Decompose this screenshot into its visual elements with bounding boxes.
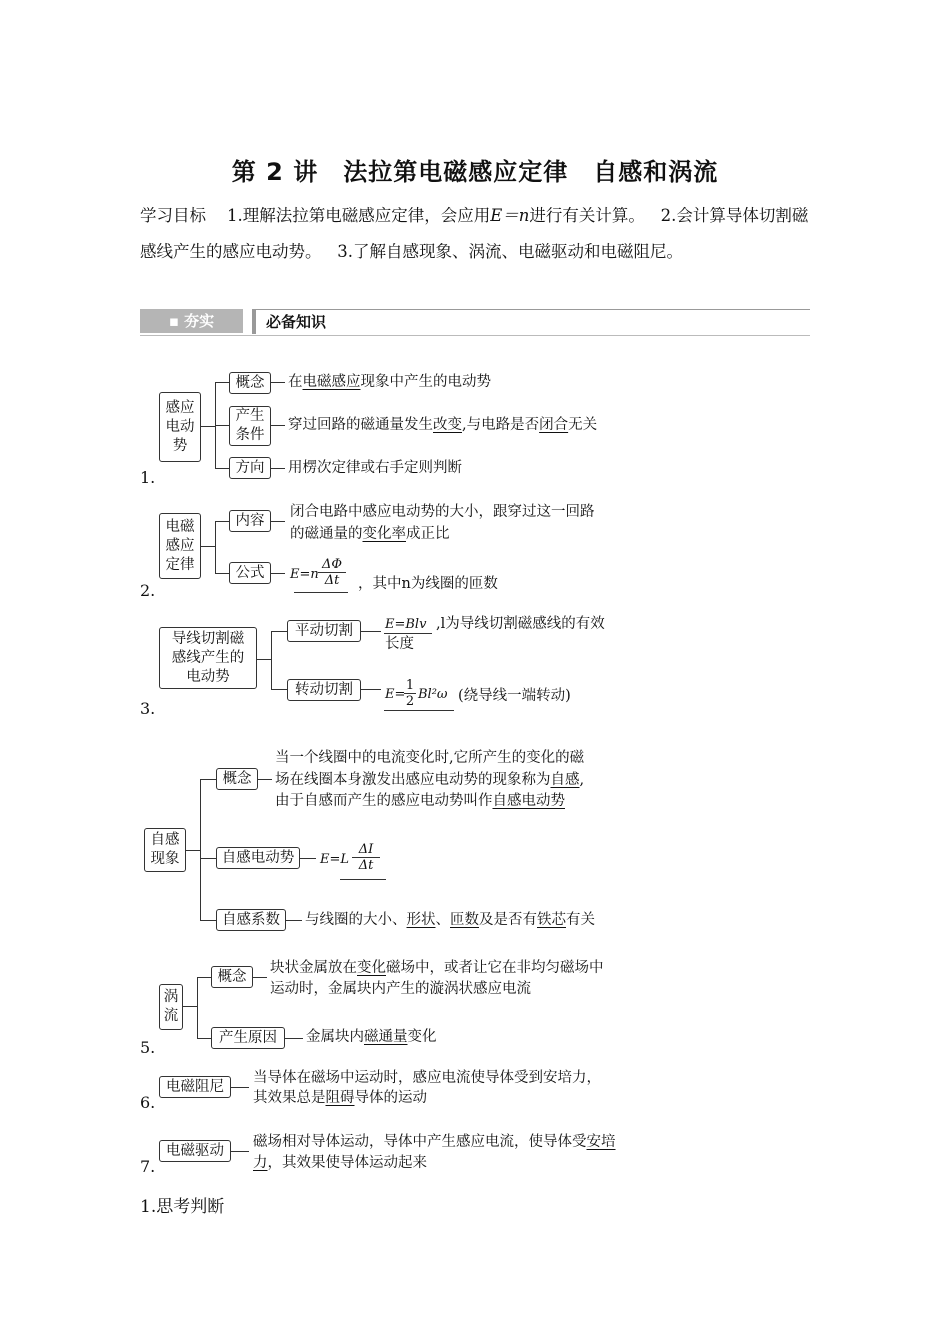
branch-text: 力，其效果使导体运动起来 [253,1155,427,1171]
branch-box: 自感电动势 [216,847,300,869]
objective-formula: E＝n [490,206,530,225]
branch-box: 自感系数 [216,909,286,931]
branch-text: 在电磁感应现象中产生的电动势 [288,374,491,390]
branch-box: 内容 [229,510,271,532]
branch-box: 平动切割 [287,620,361,642]
formula: E=L [320,852,350,867]
branch-box: 转动切割 [287,679,361,701]
branch-text: 闭合电路中感应电动势的大小，跟穿过这一回路 [290,504,595,520]
formula: Bl²ω [418,687,448,702]
formula: E=Blv [385,617,427,632]
diagram-root-box: 电磁感应定律 [159,513,201,579]
diagram-root-box: 感应电动势 [159,392,201,462]
diagram-number: 2. [140,581,156,600]
page-title: 第 2 讲 法拉第电磁感应定律 自感和涡流 [231,158,719,186]
branch-box: 概念 [211,966,253,988]
branch-text: ,l为导线切割磁感线的有效 [436,616,605,632]
subsection-heading: 1.思考判断 [140,1197,225,1217]
branch-text: 长度 [385,636,414,652]
learning-objectives [140,198,812,270]
branch-box: 概念 [216,768,258,790]
diagram-number: 6. [140,1093,156,1112]
section-divider [140,335,810,336]
branch-box: 公式 [229,562,271,584]
branch-text: 运动时，金属块内产生的漩涡状感应电流 [270,981,531,997]
objective-label: 学习目标 [140,206,206,225]
diagram-root-box: 导线切割磁感线产生的电动势 [159,627,257,689]
branch-text: 磁场相对导体运动，导体中产生感应电流，使导体受安培 [253,1134,616,1150]
branch-text: 穿过回路的磁通量发生改变,与电路是否闭合无关 [288,417,598,433]
branch-box: 方向 [229,457,271,479]
objective-item-3: 3.了解自感现象、涡流、电磁驱动和电磁阻尼。 [337,242,683,261]
branch-text: 当导体在磁场中运动时，感应电流使导体受到安培力， [253,1070,601,1086]
branch-text: 当一个线圈中的电流变化时,它所产生的变化的磁 [275,750,585,766]
diagram-number: 1. [140,468,156,487]
section-title: 必备知识 [252,309,810,334]
branch-text: 用楞次定律或右手定则判断 [288,460,462,476]
objective-item-1: 1.理解法拉第电磁感应定律，会应用 [226,206,491,225]
diagram-root-box: 自感现象 [144,828,186,872]
branch-box: 概念 [229,372,271,394]
diagram-root-box: 电磁阻尼 [159,1076,231,1098]
branch-text: (绕导线一端转动) [458,688,571,704]
section-label: ▪ 夯实 [140,309,243,333]
branch-text: 的磁通量的变化率成正比 [290,526,450,542]
branch-text: 场在线圈本身激发出感应电动势的现象称为自感, [275,772,585,788]
objective-item-1-end: 进行有关计算。 [529,206,645,225]
fraction: 1 2 [405,678,415,709]
diagram-root-box: 电磁驱动 [159,1140,231,1162]
branch-text: 其效果总是阻碍导体的运动 [253,1090,427,1106]
fraction: ΔΦ Δt [318,557,346,588]
branch-text: 块状金属放在变化磁场中，或者让它在非均匀磁场中 [270,960,604,976]
branch-text: 与线圈的大小、形状、匝数及是否有铁芯有关 [305,912,595,928]
section-header [140,309,810,333]
branch-text: 由于自感而产生的感应电动势叫作自感电动势 [275,793,565,809]
branch-text: 金属块内磁通量变化 [306,1029,437,1045]
branch-box: 产生条件 [229,406,271,446]
branch-text: ，其中n为线圈的匝数 [358,576,498,592]
diagram-number: 3. [140,699,156,718]
formula: E=n [290,567,319,582]
objective-item-2: 2.会计算导体切割磁感线产生的感应电动势。 [140,206,809,261]
diagram-root-box: 涡流 [159,984,183,1030]
diagram-number: 5. [140,1038,156,1057]
branch-box: 产生原因 [211,1027,285,1049]
formula: E= [385,687,406,702]
fraction: ΔI Δt [352,842,380,873]
diagram-number: 7. [140,1157,156,1176]
